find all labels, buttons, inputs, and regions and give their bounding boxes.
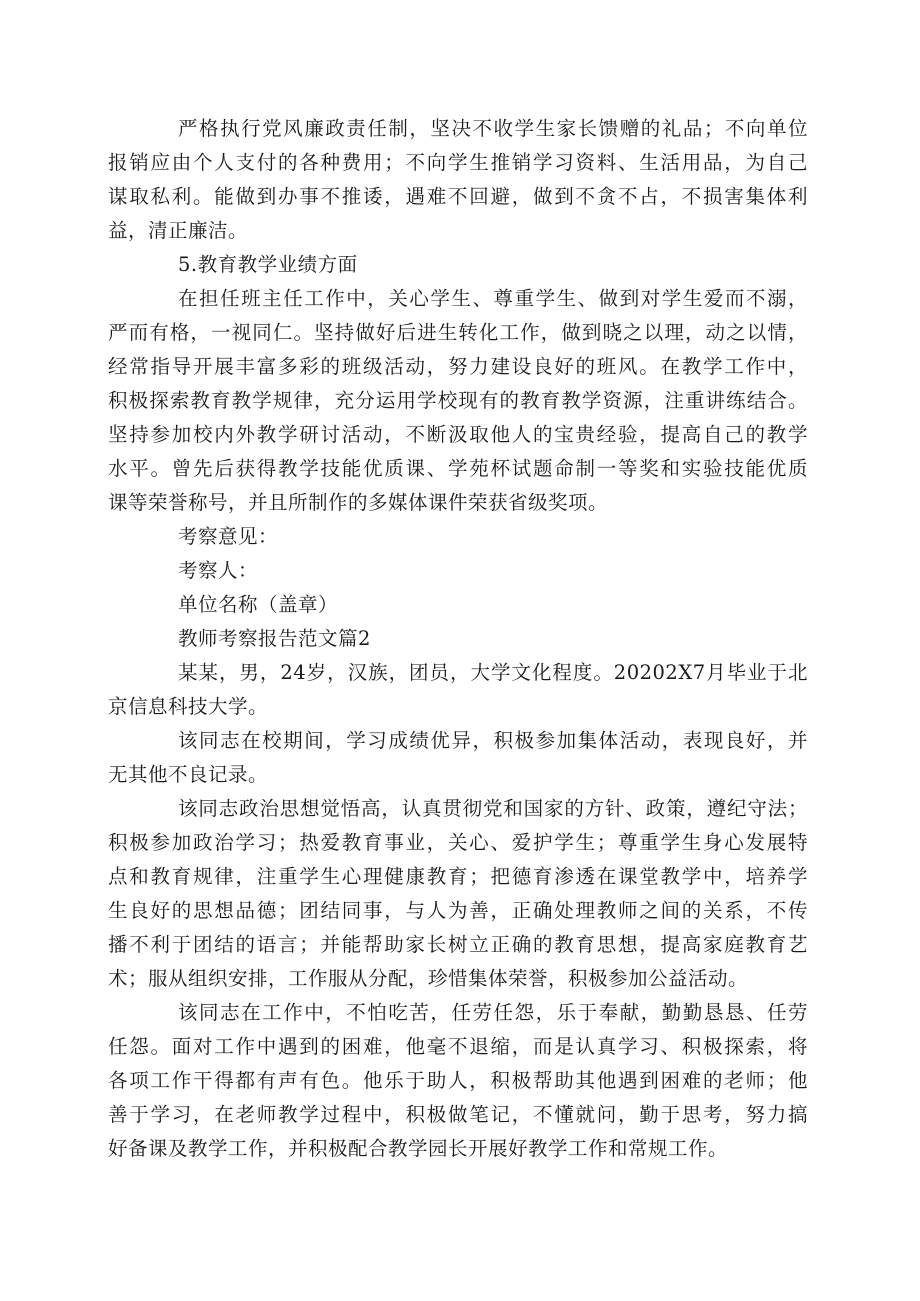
text-line: 该同志在校期间，学习成绩优异，积极参加集体活动，表现良好，并 xyxy=(178,729,808,752)
text-line: 水平。曾先后获得教学技能优质课、学苑杯试题命制一等奖和实验技能优质 xyxy=(108,457,808,480)
text-line: 益，清正廉洁。 xyxy=(108,219,249,242)
text-line: 报销应由个人支付的各种费用；不向学生推销学习资料、生活用品，为自己 xyxy=(108,151,808,174)
text-line: 生良好的思想品德；团结同事，与人为善，正确处理教师之间的关系，不传 xyxy=(108,899,808,922)
text-line: 经常指导开展丰富多彩的班级活动，努力建设良好的班风。在教学工作中， xyxy=(108,355,808,378)
section-heading: 5.教育教学业绩方面 xyxy=(178,253,358,276)
text-line: 某某，男，24岁，汉族，团员，大学文化程度。20202X7月毕业于北 xyxy=(178,661,808,684)
text-line: 在担任班主任工作中，关心学生、尊重学生、做到对学生爱而不溺， xyxy=(178,287,808,310)
text-line: 好备课及教学工作，并积极配合教学园长开展好教学工作和常规工作。 xyxy=(108,1137,729,1160)
article-title: 教师考察报告范文篇2 xyxy=(178,627,371,650)
text-line: 谋取私利。能做到办事不推诿，遇难不回避，做到不贪不占，不损害集体利 xyxy=(108,185,808,208)
text-line: 该同志政治思想觉悟高，认真贯彻党和国家的方针、政策，遵纪守法； xyxy=(178,797,808,820)
text-line: 京信息科技大学。 xyxy=(108,695,269,718)
text-line: 无其他不良记录。 xyxy=(108,763,269,786)
text-line: 严格执行党风廉政责任制，坚决不收学生家长馈赠的礼品；不向单位 xyxy=(178,117,808,140)
text-line: 严而有格，一视同仁。坚持做好后进生转化工作，做到晓之以理，动之以情， xyxy=(108,321,808,344)
unit-name-label: 单位名称（盖章） xyxy=(178,593,339,616)
text-line: 积极探索教育教学规律，充分运用学校现有的教育教学资源，注重讲练结合。 xyxy=(108,389,808,412)
text-line: 各项工作干得都有声有色。他乐于助人，积极帮助其他遇到困难的老师；他 xyxy=(108,1069,808,1092)
text-line: 积极参加政治学习；热爱教育事业，关心、爱护学生；尊重学生身心发展特 xyxy=(108,831,808,854)
review-opinion-label: 考察意见： xyxy=(178,525,279,548)
text-line: 术；服从组织安排，工作服从分配，珍惜集体荣誉，积极参加公益活动。 xyxy=(108,967,749,990)
text-line: 坚持参加校内外教学研讨活动，不断汲取他人的宝贵经验，提高自己的教学 xyxy=(108,423,808,446)
text-line: 该同志在工作中，不怕吃苦，任劳任怨，乐于奉献，勤勤恳恳、任劳 xyxy=(178,1001,808,1024)
text-line: 任怨。面对工作中遇到的困难，他毫不退缩，而是认真学习、积极探索，将 xyxy=(108,1035,808,1058)
reviewer-label: 考察人： xyxy=(178,559,259,582)
text-line: 播不利于团结的语言；并能帮助家长树立正确的教育思想，提高家庭教育艺 xyxy=(108,933,808,956)
text-line: 课等荣誉称号，并且所制作的多媒体课件荣获省级奖项。 xyxy=(108,491,609,514)
text-line: 善于学习，在老师教学过程中，积极做笔记，不懂就问，勤于思考，努力搞 xyxy=(108,1103,808,1126)
text-line: 点和教育规律，注重学生心理健康教育；把德育渗透在课堂教学中，培养学 xyxy=(108,865,808,888)
